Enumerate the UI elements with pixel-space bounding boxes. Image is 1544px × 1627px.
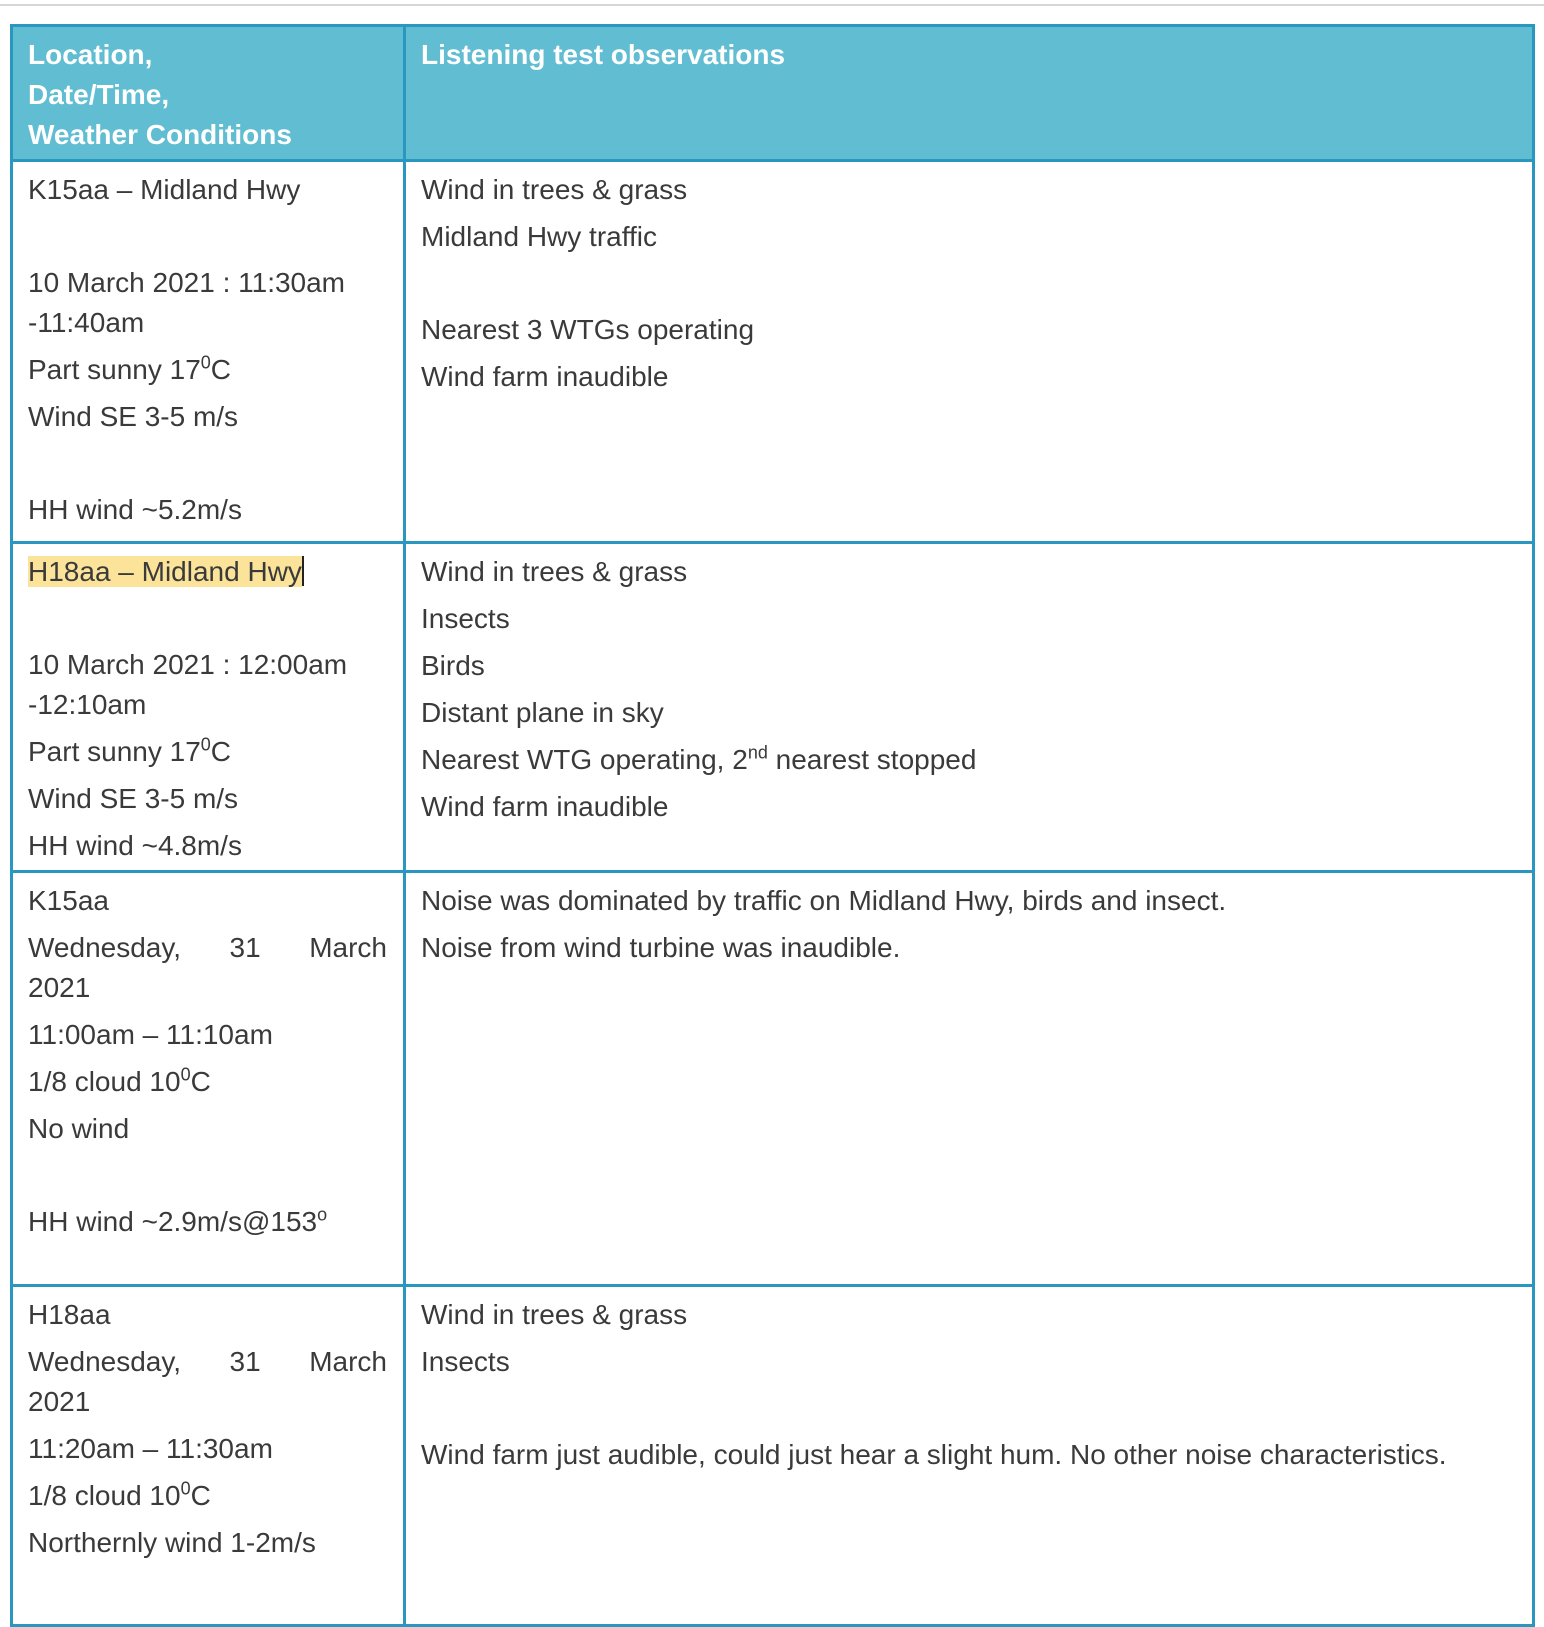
location-cell[interactable] bbox=[12, 1286, 405, 1626]
hh-wind-text: HH wind ~2.9m/s@153$^o$ bbox=[28, 1204, 328, 1237]
date-line: 10 March 2021 : 11:30am bbox=[28, 267, 346, 298]
observation-line: Insects bbox=[421, 1346, 510, 1377]
location-name: K15aa bbox=[28, 885, 109, 916]
observation-line: Wind in trees & grass bbox=[421, 174, 688, 205]
wind-text: Wind SE 3-5 m/s bbox=[28, 401, 239, 432]
observation-line: Noise from wind turbine was inaudible. bbox=[421, 932, 901, 963]
listening-test-table bbox=[10, 24, 1535, 1627]
observation-line: Wind farm inaudible bbox=[421, 791, 669, 822]
weather-text: Part sunny $17^0C$ bbox=[28, 352, 232, 385]
header-line-weather: Weather Conditions bbox=[28, 119, 292, 150]
wind-text: Wind SE 3-5 m/s bbox=[28, 783, 239, 814]
observation-line: Distant plane in sky bbox=[421, 697, 664, 728]
observations-cell[interactable] bbox=[405, 1286, 1534, 1626]
page-top-rule bbox=[0, 4, 1544, 6]
location-cell[interactable] bbox=[12, 161, 405, 543]
header-observations: Listening test observations bbox=[405, 26, 1534, 161]
hh-wind-text: HH wind ~5.2m/s bbox=[28, 494, 242, 525]
weather-text: 1/8 cloud $10^0C$ bbox=[28, 1478, 211, 1511]
table-row bbox=[12, 872, 1534, 1286]
observations-cell[interactable] bbox=[405, 161, 1534, 543]
weather-text: 1/8 cloud $10^0C$ bbox=[28, 1064, 211, 1097]
observation-line: Wind in trees & grass bbox=[421, 556, 688, 587]
header-line-location: Location, bbox=[28, 39, 153, 70]
text-cursor bbox=[302, 556, 304, 586]
table-row bbox=[12, 1286, 1534, 1626]
observation-line: Nearest 3 WTGs operating bbox=[421, 314, 755, 345]
observation-paragraph: Wind farm just audible, could just hear a slight hum. No other noise characteristics. bbox=[421, 1439, 1447, 1470]
observation-line: Insects bbox=[421, 603, 510, 634]
time-text: 11:20am – 11:30am bbox=[28, 1433, 273, 1464]
observation-line: Wind in trees & grass bbox=[421, 1299, 688, 1330]
date-line: 2021 bbox=[28, 1386, 91, 1417]
date-line: Wednesday, 31 March bbox=[28, 1346, 387, 1377]
observations-cell[interactable] bbox=[405, 543, 1534, 872]
date-line: 2021 bbox=[28, 972, 91, 1003]
header-location-date-weather bbox=[12, 26, 405, 161]
weather-text: Part sunny $17^0C$ bbox=[28, 734, 232, 767]
wind-text: Northernly wind 1-2m/s bbox=[28, 1527, 316, 1558]
wind-text: No wind bbox=[28, 1113, 130, 1144]
date-line: -11:40am bbox=[28, 307, 145, 338]
observations-cell[interactable] bbox=[405, 872, 1534, 1286]
location-name: H18aa bbox=[28, 1299, 111, 1330]
observation-line: Midland Hwy traffic bbox=[421, 221, 658, 252]
observation-line: Noise was dominated by traffic on Midland Hwy, birds and insect. bbox=[421, 885, 1227, 916]
date-line: -12:10am bbox=[28, 689, 147, 720]
table-row bbox=[12, 161, 1534, 543]
hh-wind-text: HH wind ~4.8m/s bbox=[28, 830, 242, 861]
date-line: Wednesday, 31 March bbox=[28, 932, 387, 963]
header-line-datetime: Date/Time, bbox=[28, 79, 170, 110]
location-name: K15aa – Midland Hwy bbox=[28, 174, 301, 205]
time-text: 11:00am – 11:10am bbox=[28, 1019, 273, 1050]
table-row bbox=[12, 543, 1534, 872]
location-cell[interactable] bbox=[12, 543, 405, 872]
table-header-row bbox=[12, 26, 1534, 161]
observation-line: Nearest WTG operating, 2nd nearest stopped bbox=[421, 742, 977, 775]
location-cell[interactable] bbox=[12, 872, 405, 1286]
date-line: 10 March 2021 : 12:00am bbox=[28, 649, 348, 680]
observation-line: Wind farm inaudible bbox=[421, 361, 669, 392]
location-name-selected bbox=[28, 552, 387, 592]
observation-line: Birds bbox=[421, 650, 485, 681]
text-highlight: H18aa – Midland Hwy bbox=[28, 556, 302, 587]
